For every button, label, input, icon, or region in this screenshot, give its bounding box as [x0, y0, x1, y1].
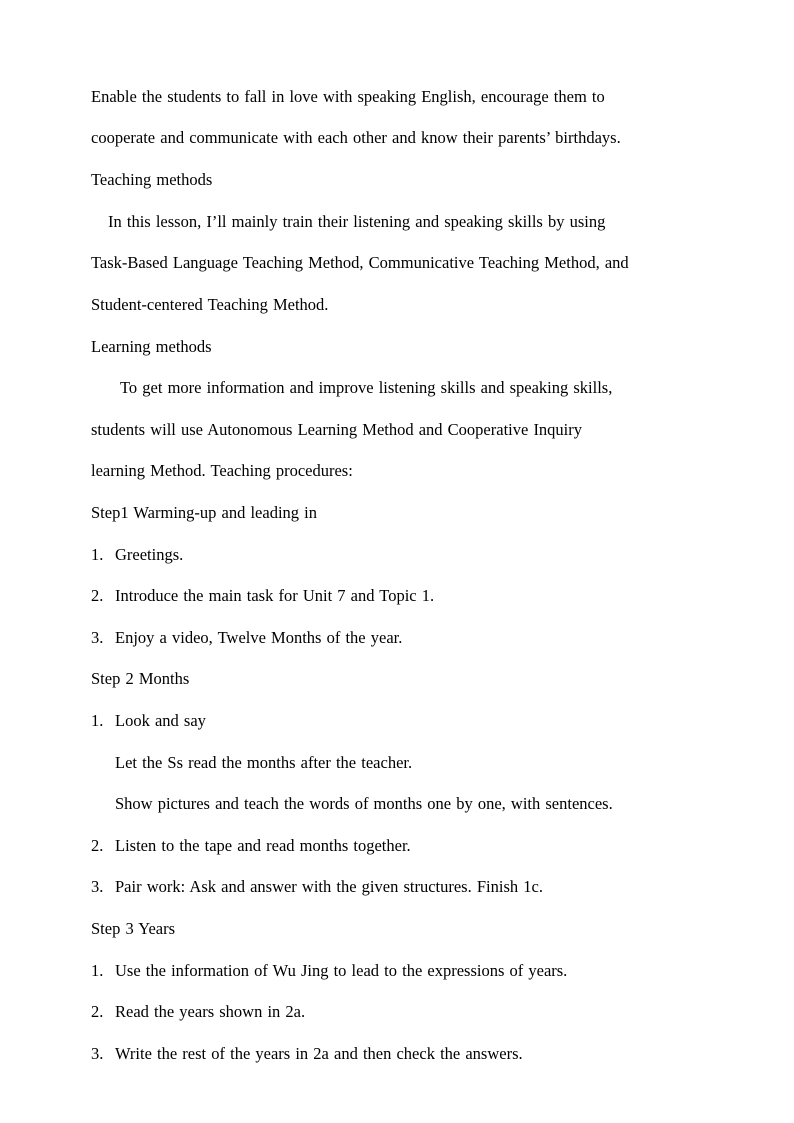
step2-item-3: Pair work: Ask and answer with the given structures. Finish 1c.: [115, 877, 543, 896]
step1-item-1-number: 1.: [91, 545, 104, 564]
step2-heading: Step 2 Months: [91, 669, 190, 688]
step1-item-2-number: 2.: [91, 586, 104, 605]
step3-item-1: Use the information of Wu Jing to lead to the expressions of years.: [115, 961, 568, 980]
teaching-methods-line-2: Task-Based Language Teaching Method, Communicative Teaching Method, and: [91, 253, 629, 272]
step3-heading: Step 3 Years: [91, 919, 176, 938]
step1-item-2: Introduce the main task for Unit 7 and Topic 1.: [115, 586, 435, 605]
learning-methods-line-2: students will use Autonomous Learning Method and Cooperative Inquiry: [91, 420, 583, 439]
teaching-methods-line-3: Student-centered Teaching Method.: [91, 295, 329, 314]
step2-item-1: Look and say: [115, 711, 206, 730]
step3-item-2-number: 2.: [91, 1002, 104, 1021]
learning-methods-line-1: To get more information and improve listening skills and speaking skills,: [120, 378, 613, 397]
step3-item-2: Read the years shown in 2a.: [115, 1002, 306, 1021]
step3-item-3: Write the rest of the years in 2a and then check the answers.: [115, 1044, 523, 1063]
step2-item-2-number: 2.: [91, 836, 104, 855]
step3-item-1-number: 1.: [91, 961, 104, 980]
step2-item-1-number: 1.: [91, 711, 104, 730]
learning-methods-heading: Learning methods: [91, 337, 212, 356]
intro-line-2: cooperate and communicate with each other and know their parents’ birthdays.: [91, 128, 621, 147]
step1-item-1: Greetings.: [115, 545, 184, 564]
step1-heading: Step1 Warming-up and leading in: [91, 503, 317, 522]
step2-sub-line-2: Show pictures and teach the words of months one by one, with sentences.: [115, 794, 613, 813]
step2-item-3-number: 3.: [91, 877, 104, 896]
teaching-methods-line-1: In this lesson, I’ll mainly train their listening and speaking skills by using: [108, 212, 606, 231]
step3-item-3-number: 3.: [91, 1044, 104, 1063]
intro-line-1: Enable the students to fall in love with speaking English, encourage them to: [91, 87, 605, 106]
learning-methods-line-3: learning Method. Teaching procedures:: [91, 461, 353, 480]
step2-sub-line-1: Let the Ss read the months after the teacher.: [115, 753, 413, 772]
step1-item-3: Enjoy a video, Twelve Months of the year.: [115, 628, 403, 647]
teaching-methods-heading: Teaching methods: [91, 170, 213, 189]
step2-item-2: Listen to the tape and read months together.: [115, 836, 411, 855]
step1-item-3-number: 3.: [91, 628, 104, 647]
